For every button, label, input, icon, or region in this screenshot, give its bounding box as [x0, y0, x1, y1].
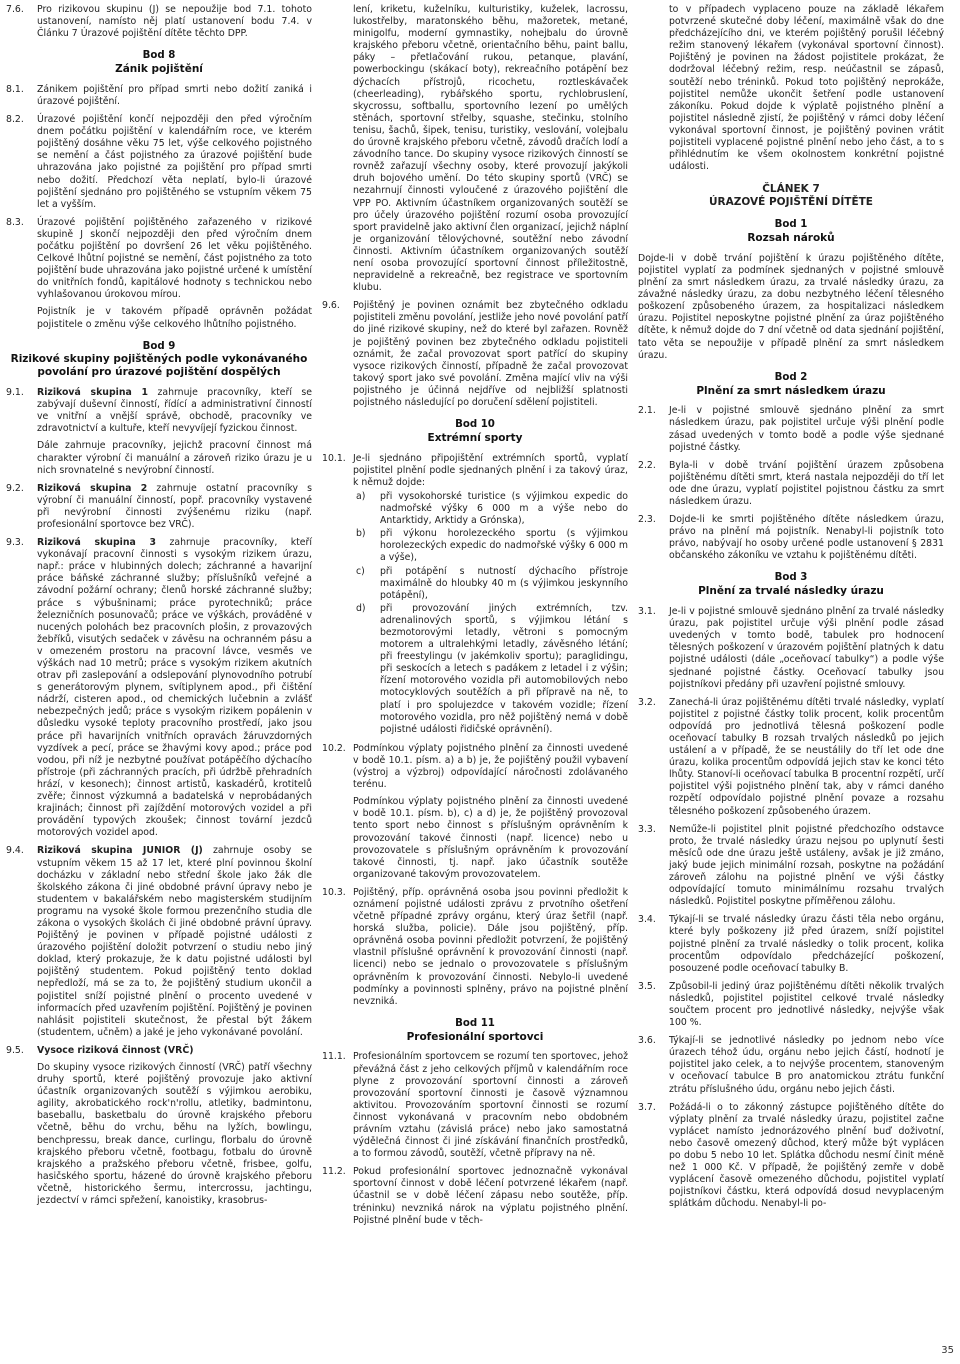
clause-number: 9.5. [6, 1044, 24, 1056]
clause-text: Dojde-li ke smrti pojištěného dítěte následkem úrazu, právo na plnění má pojistník. Nenabyl-li pojistník toto právo, nabývají ho osoby určené podle ustanovení § 2831 občanského zákoníku ve vztahu k pojištěnému dítěti. [669, 514, 944, 562]
clause-10-3 [322, 887, 628, 1008]
clause-text: Neműže-li pojistitel plnit pojistné předchozího odstavce proto, že trvalé následky úrazu nejsou po uplynutí šesti měsíců ode dne úrazu ještě ustáleny, avšak je již zmáno, jaký bude jejich minimální rozsah, poskytne na požádání zároveň zálohu na pojistné plnění ve výši částky odpovídající tomuto minimálnímu rozsahu trvalých následků. Pojistitel poskytne příměřenou zálohu. [669, 823, 944, 908]
clause-number: 7.6. [6, 4, 24, 15]
section-title: Rozsah nároků [747, 232, 835, 245]
clause-9-2 [6, 483, 312, 531]
page-number: 35 [941, 1345, 954, 1356]
list-marker: b) [356, 528, 366, 540]
section-number: Bod 11 [455, 1017, 495, 1029]
clause-paragraph: Podmínkou výplaty pojistného plnění za činnosti uvedené v bodě 10.1. písm. b), c) a d) je, že pojištěný provozoval tento sport nebo činnost s příslušným oprávněním k provozování takové činnosti (např. licence) nebo u provozovatele s příslušným oprávněním k provozování takové činnosti, tj. např. jako účastník soutěže organizované takovým provozovatelem. [353, 796, 628, 880]
article-heading [638, 183, 944, 209]
section-heading-bod-11 [322, 1018, 628, 1044]
risk-group-label: Riziková skupina 3 [37, 537, 157, 549]
clause-body [353, 743, 628, 881]
clause-paragraph: Do skupiny vysoce rizikových činností (VRČ) patří všechny druhy sportů, které pojištěný provozuje jako aktivní účastník organizovaných soutěží s výjimkou aerobiku, agility, akrobatického rock'n'rollu, atletiky, badmintonu, baseballu, basketbalu do úrovně krajského přeboru včetně, běhu do vrchu, běhu na lyžích, bowlingu, benchpressu, break dance, curlingu, florbalu do úrovně krajského přeboru včetně, footbagu, fotbalu do úrovně krajského a pražského přeboru včetně, frisbee, golfu, hasičského sportu, házené do úrovně krajského přeboru včetně, historického šermu, intercrossu, jachtingu, jezdectví v rámci spřežení, kanoistiky, krasobrus- [37, 1062, 312, 1207]
risk-group-label: Riziková skupina 2 [37, 482, 148, 494]
clause-number: 9.2. [6, 482, 24, 494]
clause-number: 3.2. [638, 696, 656, 708]
continued-text [638, 4, 944, 173]
section-number: Bod 9 [142, 340, 176, 352]
column-3 [638, 4, 944, 1216]
clause-3-2 [638, 697, 944, 818]
clause-number: 10.1. [322, 452, 346, 464]
clause-text: Týkají-li se jednotlivé následky po jednom nebo více úrazech téhož údu, orgánu nebo jejich částí, hodnotí je pojistitel jako celek, a to nejvýše procentem, stanoveným v oceňovací tabulce B pro anatomickou ztrátu funkční ztrátu příslušného údu, orgánu nebo jejich části. [669, 1035, 944, 1095]
clause-10-2 [322, 743, 628, 881]
clause-text: Úrazové pojištění končí nejpozději den před výročním dnem počátku pojištění v kalendářním roce, ve kterém pojištěný dosáhne věku 75 let, výše celkového pojistného se nemění a část pojistného za úrazové pojištění bude uhrazována jako pojistné za pojištění pro případ smrti nebo dožití. Předchozí věta neplatí, bylo-li úrazové pojištění sjednáno pro pojištěného se vstupním věkem 75 let a vyšším. [37, 114, 312, 210]
section-heading-bod-1 [638, 219, 944, 245]
clause-3-7 [638, 1102, 944, 1211]
clause-number: 9.4. [6, 845, 24, 857]
clause-text: Zanechá-li úraz pojištěnému dítěti trvalé následky, vyplatí pojistitel z pojistné částky tolik procent, kolik procentům odpovídá pro jednotlivá tělesná poškození podle oceňovací tabulky B rozsah trvalých následků po jejich ustálení a v případě, že se neustálily do tří let ode dne úrazu, kolika procentům odpovídá jejich stav ke konci této lhůty. Stanoví-li oceňovací tabulka B procentní rozpětí, určí pojistitel výši pojistného plnění tak, aby v rámci daného rozpětí odpovídalo pojistné plnění povaze a rozsahu tělesného poškození způsobeného úrazem. [669, 696, 944, 817]
clause-text: Týkají-li se trvalé následky úrazu části těla nebo orgánu, které byly poškozeny již před úrazem, sníží pojistitel pojistné plnění za trvalé následky o tolik procent, kolika procentům odpovídalo předcházející poškození, posouzené podle oceňovací tabulky B. [669, 914, 944, 974]
list-marker: d) [356, 602, 366, 614]
clause-number: 3.7. [638, 1101, 656, 1113]
clause-text: Pokud profesionální sportovec jednoznačně vykonával sportovní činnost v době léčení potvrzené lékařem (např. účastnil se v době léčení zápasu nebo soutěže, příp. tréninku) nevzniká nárok na výplatu pojistného plnění. Pojistné plnění bude v těch- [353, 1166, 628, 1226]
clause-number: 11.1. [322, 1051, 346, 1063]
clause-number: 10.2. [322, 742, 346, 754]
section-heading-bod-8 [6, 50, 312, 76]
clause-text: Pro rizikovou skupinu (J) se nepoužije bod 7.1. tohoto ustanovení, namísto něj platí ustanovení bodu 7.4. v Článku 7 Úrazové pojištění dítěte těchto DPP. [37, 4, 312, 40]
list-item [353, 528, 628, 564]
clause-3-5 [638, 981, 944, 1029]
clause-9-4 [6, 845, 312, 1039]
section-number: Bod 2 [774, 371, 808, 383]
clause-3-4 [638, 914, 944, 974]
continued-text [322, 4, 628, 294]
section-heading-bod-10 [322, 419, 628, 445]
list-text: při provozování jiných extrémních, tzv. adrenalinových sportů, s výjimkou létání s bezmotorovými letadly, větroni s pomocným motorem a ultralehkými letadly, závěsného létání; při freestylingu (v jakémkoliv sportu); paraglidingu, při seskocích a letech s padákem z letadel i z výšin; řízení motorového vozidla při automobilových nebo motocyklových soutěžích a při přípravě na ně, to platí i pro spolujezdce v takovém vozidle; řízení motorového vozidla, pro něž pojištěný nemá v době pojistné události řidičské oprávnění). [380, 602, 628, 735]
list-marker: c) [356, 565, 365, 577]
clause-10-1 [322, 453, 628, 737]
clause-2-3 [638, 514, 944, 562]
clause-number: 2.3. [638, 514, 656, 526]
clause-number: 9.3. [6, 537, 24, 549]
risk-group-label: Riziková skupina JUNIOR (J) [37, 845, 203, 857]
clause-8-2 [6, 114, 312, 211]
section-number: Bod 10 [455, 419, 495, 431]
clause-11-1 [322, 1051, 628, 1160]
clause-number: 3.5. [638, 980, 656, 992]
section-number: Bod 8 [142, 50, 176, 62]
clause-paragraph: Je-li sjednáno připojištění extrémních sportů, vyplatí pojistitel plnění podle sjednaných plnění i za takový úraz, k němuž dojde: [353, 452, 628, 488]
section-title: Plnění za smrt následkem úrazu [696, 384, 886, 397]
clause-9-1 [6, 387, 312, 477]
clause-3-6 [638, 1035, 944, 1095]
clause-2-1 [638, 405, 944, 453]
clause-8-1 [6, 84, 312, 108]
clause-number: 2.1. [638, 405, 656, 417]
clause-text: zahrnuje osoby se vstupním věkem 15 až 17 let, které plní povinnou školní docházku v základní nebo střední škole jako žák dle školského zákona či jiné obdobné právní úpravy nebo je studentem v bakalářském nebo magisterském studijním programu na vysoké škole formou prezenčního studia dle zákona o vysokých školách či jiné obdobné právní úpravy. Pojištěný je povinen v případě pojistné události z úrazového pojištění doložit potvrzení o studiu nebo jiný doklad, který prokazuje, že k datu pojistné události byl pojištěný studentem. Pokud pojištěný tento doklad nepředloží, má se za to, že pojištěný studium ukončil a pojistitel sníží pojistné plnění o procento uvedené v informacích před uzavřením pojištění. Pojištěný je povinen nahlásit pojistiteli skutečnost, že přestal být žákem (studentem, učněm) a jaké je jeho vykonávané povolání. [37, 845, 312, 1038]
clause-text: Způsobil-li jediný úraz pojištěnému dítěti několik trvalých následků, pojistitel pojistitel celkové trvalé následky součtem procent pro jednotlivé následky, nejvýše však 100 %. [669, 980, 944, 1029]
clause-text: Pojištěný je povinen oznámit bez zbytečného odkladu pojistiteli změnu povolání, jestliže jeho nové povolání patří do jiné rizikové skupiny, než do které byl zařazen. Rovněž je pojištěný povinen bez zbytečného odkladu pojistiteli oznámit, že začal provozovat sport patřící do skupiny vysoce rizikových činností, případně že začal provozovat takový sport jako své povolání. Změna mající vliv na výši pojistného je účinná nejdříve od nejbližší splatnosti pojistného následující po doručení sdělení pojistiteli. [353, 300, 628, 408]
paragraph: to v případech vyplaceno pouze na základě lékařem potvrzené skutečné doby léčení, maximálně však do dne předcházejícího dni, ve kterém pojištěný porušil léčebný režim stanovený lékařem (vykonával sportovní činnost). Pojištěný je povinen na žádost pojistitele prokázat, že dodržoval léčebný režim, resp. neúčastnil se zápasů, soutěží nebo tréninků. Pokud toto pojištěný neprokáže, pojistitel nemůže ukončit šetření podle ustanovení zákoníku. Pokud dojde k výplatě pojistného plnění a pojistitel následně zjistí, že pojištěný v rámci doby léčení vykonával sportovní činnost, je pojištěný povinen vrátit pojistiteli vyplacené pojistné plnění nebo jeho část, a to s přihlédnutím ke všem okolnostem konkrétní pojistné události. [669, 4, 944, 173]
clause-3-1 [638, 606, 944, 691]
clause-paragraph: Úrazové pojištění pojištěného zařazeného v rizikové skupině J skončí nejpozději den před výročním dnem počátku pojištění po dovršení 26 let věku pojištěného. Celkové lhůtní pojistné se nemění, část pojistného za toto pojištění bude uhrazována jako pojistné určené k umístění do vnitřních fondů, kapitálové hodnoty s technickou nebo vyhlašovanou úrokovou mírou. [37, 216, 312, 301]
clause-8-3 [6, 217, 312, 331]
list-item [353, 566, 628, 602]
clause-number: 3.4. [638, 914, 656, 926]
list-marker: a) [356, 490, 366, 502]
clause-number: 8.3. [6, 216, 24, 228]
clause-text: Profesionálním sportovcem se rozumí ten sportovec, jehož převážná část z jeho celkových příjmů v kalendářním roce plyne z provozování sportovní činnosti a zároveň provozování sportovní činnosti je časově významnou aktivitou. Provozováním sportovní činnosti se rozumí činnost vykonávaná v pracovním nebo obdobném právním vztahu (závislá práce) nebo jako samostatná výdělečná činnost či jiné získávání finančních prostředků, a to formou závodů, soutěží, včetně přípravy na ně. [353, 1051, 628, 1160]
column-2 [322, 4, 628, 1233]
clause-body [37, 387, 312, 477]
section-title: Profesionální sportovci [406, 1030, 544, 1043]
clause-2-2 [638, 460, 944, 508]
clause-number: 3.1. [638, 606, 656, 618]
list-item [353, 491, 628, 527]
section-number: Bod 3 [774, 572, 808, 584]
clause-number: 9.1. [6, 387, 24, 399]
list-item [353, 603, 628, 736]
clause-body [37, 1045, 312, 1207]
clause-body [37, 483, 312, 531]
clause-body [37, 537, 312, 839]
intro-text [638, 253, 944, 362]
list-text: při vysokohorské turistice (s výjimkou expedic do nadmořské výšky 6 000 m a výše nebo do Antarktidy, Arktidy a Grónska), [380, 490, 628, 527]
clause-body [37, 845, 312, 1039]
clause-text: zahrnuje pracovníky, kteří se zabývají duševní činností, řídící a administrativní činností ve vnitřní a vnější správě, obchodě, pracovníky ve zdravotnictví a kultuře, kteří nevyvíjejí fyzickou činnost. [37, 387, 312, 435]
clause-paragraph [37, 387, 312, 435]
section-heading-bod-2 [638, 372, 944, 398]
clause-number: 3.3. [638, 823, 656, 835]
clause-body [353, 453, 628, 737]
clause-text: Zánikem pojištění pro případ smrti nebo dožití zaniká i úrazové pojištění. [37, 83, 312, 107]
clause-paragraph: Dále zahrnuje pracovníky, jejichž pracovní činnost má charakter výrobní či manuální a zároveň riziko úrazu je u nich srovnatelné s nevýrobní činností. [37, 440, 312, 476]
article-number: ČLÁNEK 7 [762, 183, 820, 196]
section-title: Plnění za trvalé následky úrazu [698, 585, 884, 598]
risk-group-label: Riziková skupina 1 [37, 387, 149, 399]
clause-number: 11.2. [322, 1166, 346, 1178]
clause-text: zahrnuje ostatní pracovníky s výrobní či manuální činností, popř. pracovníky vystavené při nevýrobní činnosti zvýšenému riziku (např. profesionální sportovce bez VRČ). [37, 482, 312, 530]
clause-number: 9.6. [322, 300, 340, 312]
clause-paragraph: Pojistník je v takovém případě oprávněn požádat pojistitele o změnu výše celkového lhůtního pojistného. [37, 306, 312, 330]
paragraph: Dojde-li v době trvání pojištění k úrazu pojištěného dítěte, pojistitel vyplatí za podmínek sjednaných v pojistné smlouvě plnění za smrt následkem úrazu, za trvalé následky úrazu, za závažné následky úrazu, za dobu nezbytného léčení tělesného poškození způsobeného úrazem, za hospitalizaci následkem úrazu. Pojistitel neposkytne pojistné plnění za úraz pojištěného dítěte, k němuž dojde do 7 dní včetně od data sjednání pojištění, tato věta se nepoužije v případě plnění za smrt následkem úrazu. [638, 252, 944, 361]
clause-9-3 [6, 537, 312, 839]
clause-paragraph: Podmínkou výplaty pojistného plnění za činnosti uvedené v bodě 10.1. písm. a) a b) je, že pojištěný použil vybavení (výstroj a výzbroj) odpovídající náročnosti zdolávaného terénu. [353, 742, 628, 791]
clause-number: 8.1. [6, 83, 24, 95]
section-number: Bod 1 [774, 219, 808, 231]
clause-text: Byla-li v době trvání pojištění úrazem způsobena pojištěnému dítěti smrt, která nastala nejpozději do tří let ode dne úrazu, vyplatí pojistitel pojistnou částku za smrt následkem úrazu. [669, 459, 944, 507]
section-title: Zánik pojištění [115, 63, 203, 76]
clause-7-6 [6, 4, 312, 40]
clause-9-6 [322, 300, 628, 409]
section-heading-bod-3 [638, 572, 944, 598]
section-title: Extrémní sporty [427, 431, 523, 444]
clause-number: 3.6. [638, 1035, 656, 1047]
clause-text: Je-li v pojistné smlouvě sjednáno plnění za smrt následkem úrazu, pak pojistitel určuje výši plnění podle zásad uvedených v tomto bodě a podle výše sjednané pojistné částky. [669, 405, 944, 453]
list-text: při výkonu horolezeckého sportu (s výjimkou horolezeckých expedic do nadmořské výšky 6 000 m a výše), [380, 528, 628, 564]
clause-number: 2.2. [638, 459, 656, 471]
clause-3-3 [638, 824, 944, 909]
clause-9-5 [6, 1045, 312, 1207]
clause-text: zahrnuje pracovníky, kteří vykonávají pracovní činnosti s vysokým rizikem úrazu, např.: práce v hlubinných dolech; záchranné a havarijní práce báňské záchranné služby; příslušníků veřejné a závodní požární ochrany; členů horské záchranné služby; práce s výbušninami; práce pyrotechniků; práce železničních posunovačů; práce ve výškách, prováděné v nucených polohách bez pracovních plošin, z provazových žebříků, visutých sedaček v závěsu na ochranném pásu a v omezeném prostoru na pracovní lávce, vesměs ve výškách nad 10 metrů; práce s vysokým rizikem akutních otrav při zaslepování a odslepování plynovodního potrubí s generátorovým plynem, svítiplynem apod., při čištění nádrží, cisteren apod., od chemických lučebnin a zvlášť nebezpečných jedů; práce s vysokým rizikem popálenin v důsledku vysoké teploty pracovního prostředí, jako jsou práce při havarijních vnitřních opravách žáruvzdorných vyzdívek a pecí, práce se žhavými kovy apod.; práce pod vodou, při níž je nezbytné používat potápěčího dýchacího přístroje (při záchranných pracích, při údržbě přehradních hrází, v kesonech); činnost artistů, kaskadérů, krotitelů zvěře; činnost výzkumná a badatelská v neprobádaných krajinách; činnost při zajíždění motorových vozidel a při provádění typových zkoušek; činnost tovární jezdců motorových vozidel apod. [37, 537, 312, 839]
paragraph: lení, kriketu, kuželníku, kulturistiky, kuželek, lacrossu, lukostřelby, maratonského běhu, mažoretek, metané, minigolfu, moderní gymnastiky, nohejbalu do úrovně krajského přeboru včetně, orientačního běhu, paint ballu, páky – přetlačování rukou, petanque, plavání, powerbockingu (skákací boty), rekreačního potápění bez dýchacích přístrojů, ricochetu, roztleskávaček (cheerleading), rybářského sportu, rychlobruslení, skycrossu, softballu, sportovního lezení po umělých stěnách, sportovní střelby, squashe, stečinku, stolního tenisu, šachů, šipek, tenisu, turistiky, veslování, volejbalu do úrovně krajského přeboru včetně, závodů dračích lodí a závodního tance. Do skupiny vysoce rizikových činností se rovněž zařazují všechny osoby, které provozují jakýkoli druh bojového umění. Do této skupiny sportů (VRČ) se nezahrnují činnosti vyloučené z úrazového pojištění dle VPP PO. Aktivním účastníkem organizovaných soutěží se pro účely úrazového pojištění rozumí osoba provozující sport pravidelně jako aktivní člen organizací, jejichž náplní je organizování tělovýchovné, soutěžní nebo závodní činnosti. Aktivním účastníkem organizovaných soutěží není osoba provozující sportovní činnost příležitostně, nepravidelně a rekreačně, bez registrace ve sportovním klubu. [353, 4, 628, 294]
clause-number: 10.3. [322, 886, 346, 898]
article-title: ÚRAZOVÉ POJIŠTĚNÍ DÍTĚTE [709, 196, 873, 209]
column-1 [6, 4, 312, 1213]
clause-11-2 [322, 1166, 628, 1226]
clause-text: Je-li v pojistné smlouvě sjednáno plnění za trvalé následky úrazu, pak pojistitel určuje výši plnění podle zásad uvedených v tomto bodě, tabulek pro hodnocení tělesných poškození v úrazovém pojištění platných k datu pojistné události (dále „oceňovací tabulky“) a podle výše sjednané pojistné částky. Oceňovací tabulky jsou pojistníkovi předány při uzavření pojistné smlouvy. [669, 606, 944, 690]
clause-text: Pojištěný, příp. oprávněná osoba jsou povinni předložit k oznámení pojistné události zprávu z prvotního ošetření včetně případné zprávy orgánu, který úraz šetřil (např. horská služba, policie). Dále jsou pojištěný, příp. oprávněná osoba povinni předložit potvrzení, že pojištěný vlastnil příslušné oprávnění k provozování činnosti (např. licenci) nebo se jednalo o provozovatele s příslušným oprávněním k provozování činnosti. Nebylo-li uvedené podmínky a povinnosti splněny, právo na pojistné plnění nevzniká. [353, 886, 628, 1007]
list-text: při potápění s nutností dýchacího přístroje maximálně do hloubky 40 m (s výjimkou jeskynního potápění), [380, 565, 628, 601]
section-title: Rizikové skupiny pojištěných podle vykonávaného povolání pro úrazové pojištění dospělých [10, 353, 308, 379]
section-heading-bod-9 [6, 341, 312, 379]
clause-subtitle: Vysoce riziková činnost (VRČ) [37, 1044, 194, 1056]
clause-text: Požádá-li o to zákonný zástupce pojištěného dítěte do výplaty plnění za trvalé následky úrazu, pojistitel začne vyplácet namísto jednorázového plnění buď doživotní, nebo časově omezený důchod, který může být vyplácen po dobu 5 nebo 10 let. Splátka důchodu nesmí činit méně než 1 000 Kč. V případě, že pojištěný zemře v době vyplácení časově omezeného důchodu, pojistitel vyplatí pojistníkovi částku, která odpovídá dosud nevyplaceným splátkám důchodu. Nenabyl-li po- [669, 1101, 944, 1210]
clause-number: 8.2. [6, 114, 24, 126]
clause-body [37, 217, 312, 331]
